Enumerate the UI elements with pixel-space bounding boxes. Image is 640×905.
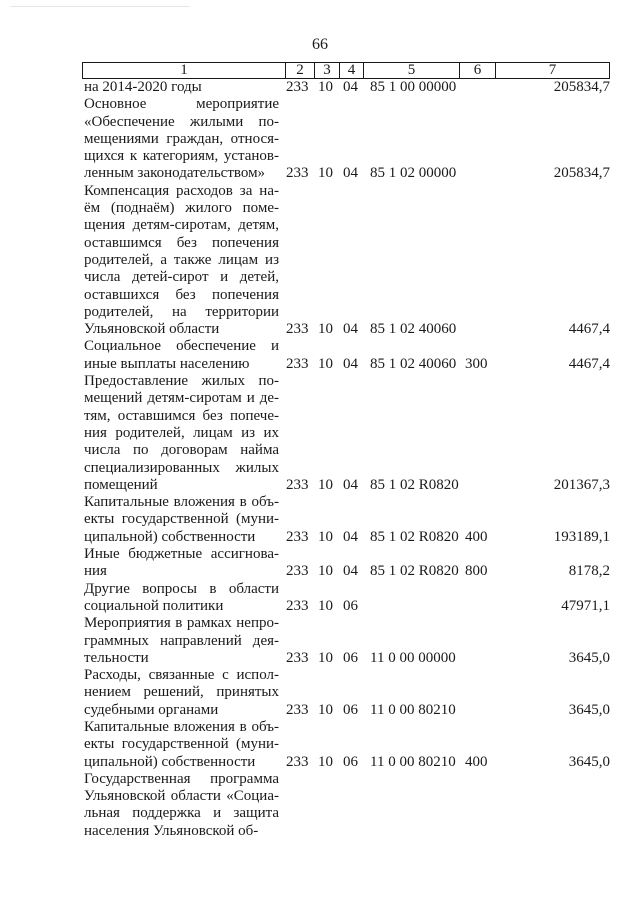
cell-c4: 04 [343, 321, 358, 338]
cell-c4: 04 [343, 476, 358, 493]
cell-c5: 85 1 02 R0820 [370, 563, 459, 580]
description-line: Ульяновской области «Социа- [84, 788, 279, 805]
cell-c5: 85 1 02 00000 [370, 165, 457, 182]
description-line: льная поддержка и защита [84, 805, 279, 822]
cell-c5: 85 1 02 R0820 [370, 528, 459, 545]
description-line: Основное мероприятие [84, 96, 279, 113]
header-col-6: 6 [459, 63, 495, 78]
cell-c7: 47971,1 [561, 597, 610, 614]
cell-c3: 10 [318, 563, 333, 580]
cell-c5: 11 0 00 00000 [370, 649, 456, 666]
description-line: Капитальные вложения в объ- [84, 494, 279, 511]
cell-c2: 233 [286, 165, 309, 182]
cell-c7: 205834,7 [553, 79, 610, 95]
description-line: населения Ульяновской об- [84, 822, 259, 839]
cell-c3: 10 [318, 321, 333, 338]
cell-c7: 205834,7 [553, 165, 610, 182]
cell-c5: 85 1 02 R0820 [370, 476, 459, 493]
table-row [84, 96, 610, 182]
description-line: ния родителей, лицам из их [84, 424, 279, 441]
cell-c5: 85 1 02 40060 [370, 321, 457, 338]
description-line: екты государственной (муни- [84, 736, 279, 753]
description-line: Мероприятия в рамках непро- [84, 615, 279, 632]
table-row [84, 183, 610, 339]
table-body [84, 79, 610, 840]
cell-c6: 400 [465, 528, 488, 545]
description-line: иные выплаты населению [84, 355, 250, 372]
description-line: мещениями граждан, относя- [84, 130, 279, 147]
row-description [84, 615, 279, 667]
cell-c2: 233 [286, 753, 309, 770]
header-col-4: 4 [339, 63, 363, 78]
cell-c4: 04 [343, 528, 358, 545]
row-description [84, 338, 279, 373]
cell-c6: 800 [465, 563, 488, 580]
cell-c5: 85 1 00 00000 [370, 79, 457, 95]
row-description [84, 96, 279, 182]
cell-c2: 233 [286, 79, 309, 95]
description-line: Предоставление жилых по- [84, 373, 279, 390]
cell-c4: 06 [343, 649, 358, 666]
cell-c7: 193189,1 [553, 528, 610, 545]
cell-c4: 06 [343, 701, 358, 718]
cell-c7: 4467,4 [568, 355, 610, 372]
header-col-5: 5 [363, 63, 459, 78]
cell-c4: 04 [343, 563, 358, 580]
cell-c4: 04 [343, 355, 358, 372]
table-row [84, 494, 610, 546]
table-row [84, 771, 610, 840]
description-line: родителей, а также лицам из [84, 251, 279, 268]
description-line: числа по договорам найма [84, 442, 279, 459]
cell-c2: 233 [286, 649, 309, 666]
description-line: Иные бюджетные ассигнова- [84, 546, 279, 563]
cell-c3: 10 [318, 597, 333, 614]
table-header [82, 62, 610, 79]
cell-c3: 10 [318, 165, 333, 182]
row-description [84, 373, 279, 494]
cell-c2: 233 [286, 563, 309, 580]
description-line: Государственная программа [84, 770, 279, 787]
description-line: Другие вопросы в области [84, 580, 279, 597]
cell-c7: 3645,0 [568, 701, 610, 718]
description-line: Ульяновской области [84, 321, 220, 338]
description-line: ленным законодательством» [84, 165, 266, 182]
description-line: Компенсация расходов за на- [84, 182, 279, 199]
cell-c7: 4467,4 [568, 321, 610, 338]
cell-c3: 10 [318, 79, 333, 95]
row-description [84, 771, 279, 840]
description-line: Расходы, связанные с испол- [84, 667, 279, 684]
scan-artifact [10, 6, 190, 7]
header-col-3: 3 [314, 63, 339, 78]
cell-c3: 10 [318, 753, 333, 770]
description-line: оставшихся без попечения [84, 286, 279, 303]
description-line: тям, оставшимся без попече- [84, 407, 279, 424]
description-line: граммных направлений дея- [84, 632, 279, 649]
table-row [84, 719, 610, 771]
cell-c6: 400 [465, 753, 488, 770]
description-line: тельности [84, 649, 149, 666]
cell-c3: 10 [318, 355, 333, 372]
cell-c4: 06 [343, 597, 358, 614]
table-row [84, 581, 610, 616]
row-description [84, 719, 279, 771]
cell-c2: 233 [286, 701, 309, 718]
cell-c7: 3645,0 [568, 753, 610, 770]
table-row [84, 79, 610, 96]
description-line: помещений [84, 476, 158, 493]
cell-c7: 3645,0 [568, 649, 610, 666]
description-line: социальной политики [84, 597, 224, 614]
cell-c3: 10 [318, 528, 333, 545]
cell-c4: 04 [343, 165, 358, 182]
cell-c5: 11 0 00 80210 [370, 753, 456, 770]
description-line: «Обеспечение жилыми по- [84, 113, 279, 130]
cell-c4: 06 [343, 753, 358, 770]
description-line: ципальной) собственности [84, 528, 256, 545]
description-line: ния [84, 563, 107, 580]
cell-c3: 10 [318, 649, 333, 666]
description-line: щихся к категориям, установ- [84, 148, 279, 165]
cell-c5: 11 0 00 80210 [370, 701, 456, 718]
header-col-2: 2 [285, 63, 314, 78]
description-line: на 2014-2020 годы [84, 79, 202, 95]
cell-c7: 8178,2 [568, 563, 610, 580]
description-line: мещений детям-сиротам и де- [84, 390, 279, 407]
description-line: ём (поднаём) жилого поме- [84, 200, 279, 217]
description-line: щения детям-сиротам, детям, [84, 217, 279, 234]
description-line: нением решений, принятых [84, 684, 279, 701]
cell-c2: 233 [286, 597, 309, 614]
row-description [84, 494, 279, 546]
description-line: числа детей-сирот и детей, [84, 269, 279, 286]
description-line: ципальной) собственности [84, 753, 256, 770]
description-line: екты государственной (муни- [84, 511, 279, 528]
row-description [84, 183, 279, 339]
cell-c7: 201367,3 [553, 476, 610, 493]
row-description [84, 581, 279, 616]
table-row [84, 546, 610, 581]
cell-c4: 04 [343, 79, 358, 95]
cell-c6: 300 [465, 355, 488, 372]
cell-c2: 233 [286, 528, 309, 545]
row-description [84, 546, 279, 581]
description-line: специализированных жилых [84, 459, 279, 476]
description-line: судебными органами [84, 701, 219, 718]
description-line: Социальное обеспечение и [84, 338, 279, 355]
table-row [84, 667, 610, 719]
description-line: оставшимся без попечения [84, 234, 279, 251]
cell-c3: 10 [318, 701, 333, 718]
row-description [84, 79, 279, 96]
table-row [84, 615, 610, 667]
header-col-1: 1 [180, 62, 188, 78]
description-line: родителей, на территории [84, 303, 279, 320]
cell-c2: 233 [286, 476, 309, 493]
page-number: 66 [312, 36, 328, 53]
description-line: Капитальные вложения в объ- [84, 718, 279, 735]
cell-c5: 85 1 02 40060 [370, 355, 457, 372]
row-description [84, 667, 279, 719]
table-row [84, 373, 610, 494]
cell-c3: 10 [318, 476, 333, 493]
cell-c2: 233 [286, 355, 309, 372]
table-row [84, 338, 610, 373]
header-col-7: 7 [495, 63, 609, 78]
cell-c2: 233 [286, 321, 309, 338]
